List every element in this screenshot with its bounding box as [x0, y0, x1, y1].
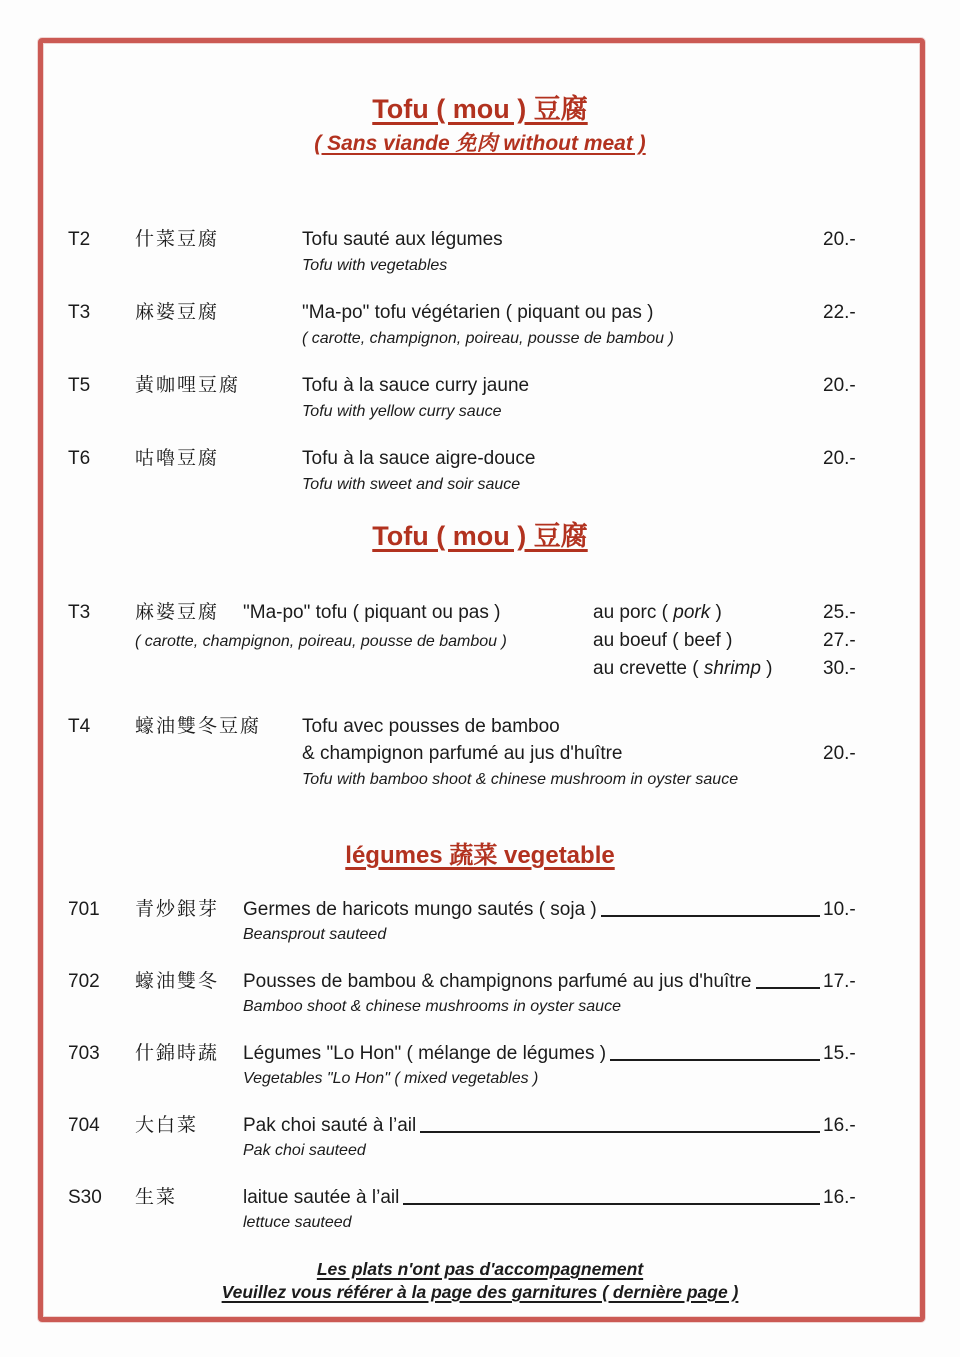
item-code: T3: [68, 602, 91, 623]
item-price: 30.-: [823, 658, 856, 679]
item-desc-french: Pak choi sauté à l’ail: [243, 1115, 417, 1136]
item-price: 20.-: [823, 229, 856, 250]
item-desc-english: Vegetables "Lo Hon" ( mixed vegetables ): [243, 1070, 539, 1087]
item-code: 701: [68, 899, 100, 920]
section-title-tofu-2: Tofu ( mou ) 豆腐: [372, 521, 588, 551]
item-price: 20.-: [823, 375, 856, 396]
menu-item-t6: [0, 447, 960, 496]
item-desc-french-line2: & champignon parfumé au jus d'huître: [302, 743, 623, 764]
item-desc-english: Tofu with bamboo shoot & chinese mushroom in oyster sauce: [302, 771, 739, 788]
item-code: T3: [68, 302, 91, 323]
item-desc-english: ( carotte, champignon, poireau, pousse de bambou ): [302, 330, 674, 347]
item-desc-english: Beansprout sauteed: [243, 926, 387, 943]
item-code: 702: [68, 971, 100, 992]
item-price: 27.-: [823, 630, 856, 651]
item-desc-french: laitue sautée à l’ail: [243, 1187, 400, 1208]
item-price: 22.-: [823, 302, 856, 323]
item-code: T5: [68, 375, 91, 396]
item-code: 704: [68, 1115, 100, 1136]
item-name-chinese: 麻婆豆腐: [135, 602, 220, 623]
item-desc-french: Tofu sauté aux légumes: [302, 229, 503, 250]
item-desc-english: Pak choi sauteed: [243, 1142, 366, 1159]
section-items-legumes: [0, 898, 960, 1234]
item-code: T2: [68, 229, 91, 250]
item-name-chinese: 生菜: [135, 1187, 178, 1208]
menu-item-t3-mapo: [0, 600, 960, 682]
meat-option-english: pork: [673, 602, 711, 623]
item-name-chinese: 什菜豆腐: [135, 229, 220, 250]
section-subtitle-sans-viande: ( Sans viande 免肉 without meat ): [314, 132, 646, 155]
item-price: 20.-: [823, 743, 856, 764]
menu-item-703: [0, 1042, 960, 1090]
item-desc-french: Tofu à la sauce aigre-douce: [302, 448, 536, 469]
footer-note-line2: Veuillez vous référer à la page des garnitures ( dernière page ): [221, 1282, 739, 1302]
price-leader-line: [610, 1059, 820, 1061]
meat-option-english: beef: [683, 630, 721, 651]
item-name-chinese: 麻婆豆腐: [135, 302, 220, 323]
menu-item-701: [0, 898, 960, 946]
item-name-chinese: 蠔油雙冬豆腐: [135, 716, 262, 737]
footer-note: [0, 1258, 960, 1304]
price-leader-line: [403, 1203, 820, 1205]
meat-option-shrimp: au crevette ( shrimp ): [593, 658, 773, 679]
menu-item-t5: [0, 374, 960, 423]
item-price: 15.-: [823, 1043, 856, 1064]
meat-option-english: shrimp: [703, 658, 761, 679]
item-name-chinese: 咕嚕豆腐: [135, 448, 220, 469]
item-price: 16.-: [823, 1115, 856, 1136]
section-title-legumes: légumes 蔬菜 vegetable: [345, 842, 615, 869]
item-desc-english: ( carotte, champignon, poireau, pousse de bambou ): [135, 633, 507, 650]
item-name-chinese: 蠔油雙冬: [135, 971, 220, 992]
meat-option-pork: au porc ( pork ): [593, 602, 722, 623]
section-title-tofu-1: Tofu ( mou ) 豆腐: [372, 94, 588, 124]
item-price: 16.-: [823, 1187, 856, 1208]
menu-item-704: [0, 1114, 960, 1162]
footer-note-line1: Les plats n'ont pas d'accompagnement: [316, 1259, 644, 1279]
item-desc-english: Tofu with sweet and soir sauce: [302, 476, 521, 493]
item-desc-french: Tofu à la sauce curry jaune: [302, 375, 530, 396]
price-leader-line: [420, 1131, 820, 1133]
item-price: 10.-: [823, 899, 856, 920]
item-desc-french: Pousses de bambou & champignons parfumé au jus d'huître: [243, 971, 752, 992]
meat-option-beef: au boeuf ( beef ): [593, 630, 733, 651]
item-desc-french: "Ma-po" tofu végétarien ( piquant ou pas ): [302, 302, 654, 323]
item-desc-french: Germes de haricots mungo sautés ( soja ): [243, 899, 597, 920]
menu-item-t4-bamboo: [0, 715, 960, 791]
menu-item-t2: [0, 228, 960, 277]
item-name-chinese: 什錦時蔬: [135, 1043, 220, 1064]
item-code: T4: [68, 716, 91, 737]
item-price: 17.-: [823, 971, 856, 992]
menu-item-702: [0, 970, 960, 1018]
item-desc-french-line1: Tofu avec pousses de bamboo: [302, 716, 560, 737]
menu-item-s30: [0, 1186, 960, 1234]
item-desc-french: Légumes "Lo Hon" ( mélange de légumes ): [243, 1043, 607, 1064]
item-code: S30: [68, 1187, 102, 1208]
item-name-chinese: 黃咖哩豆腐: [135, 375, 241, 396]
price-leader-line: [756, 987, 821, 989]
item-desc-english: Bamboo shoot & chinese mushrooms in oyster sauce: [243, 998, 621, 1015]
item-name-chinese: 青炒銀芽: [135, 899, 220, 920]
menu-item-t3: [0, 301, 960, 350]
item-desc-english: Tofu with yellow curry sauce: [302, 403, 502, 420]
item-price: 25.-: [823, 602, 856, 623]
item-code: T6: [68, 448, 91, 469]
item-code: 703: [68, 1043, 100, 1064]
item-name-chinese: 大白菜: [135, 1115, 199, 1136]
item-desc-english: Tofu with vegetables: [302, 257, 448, 274]
item-desc-english: lettuce sauteed: [243, 1214, 352, 1231]
price-leader-line: [601, 915, 820, 917]
item-desc-french: "Ma-po" tofu ( piquant ou pas ): [243, 602, 501, 623]
section-items-tofu-1: [0, 228, 960, 496]
item-price: 20.-: [823, 448, 856, 469]
